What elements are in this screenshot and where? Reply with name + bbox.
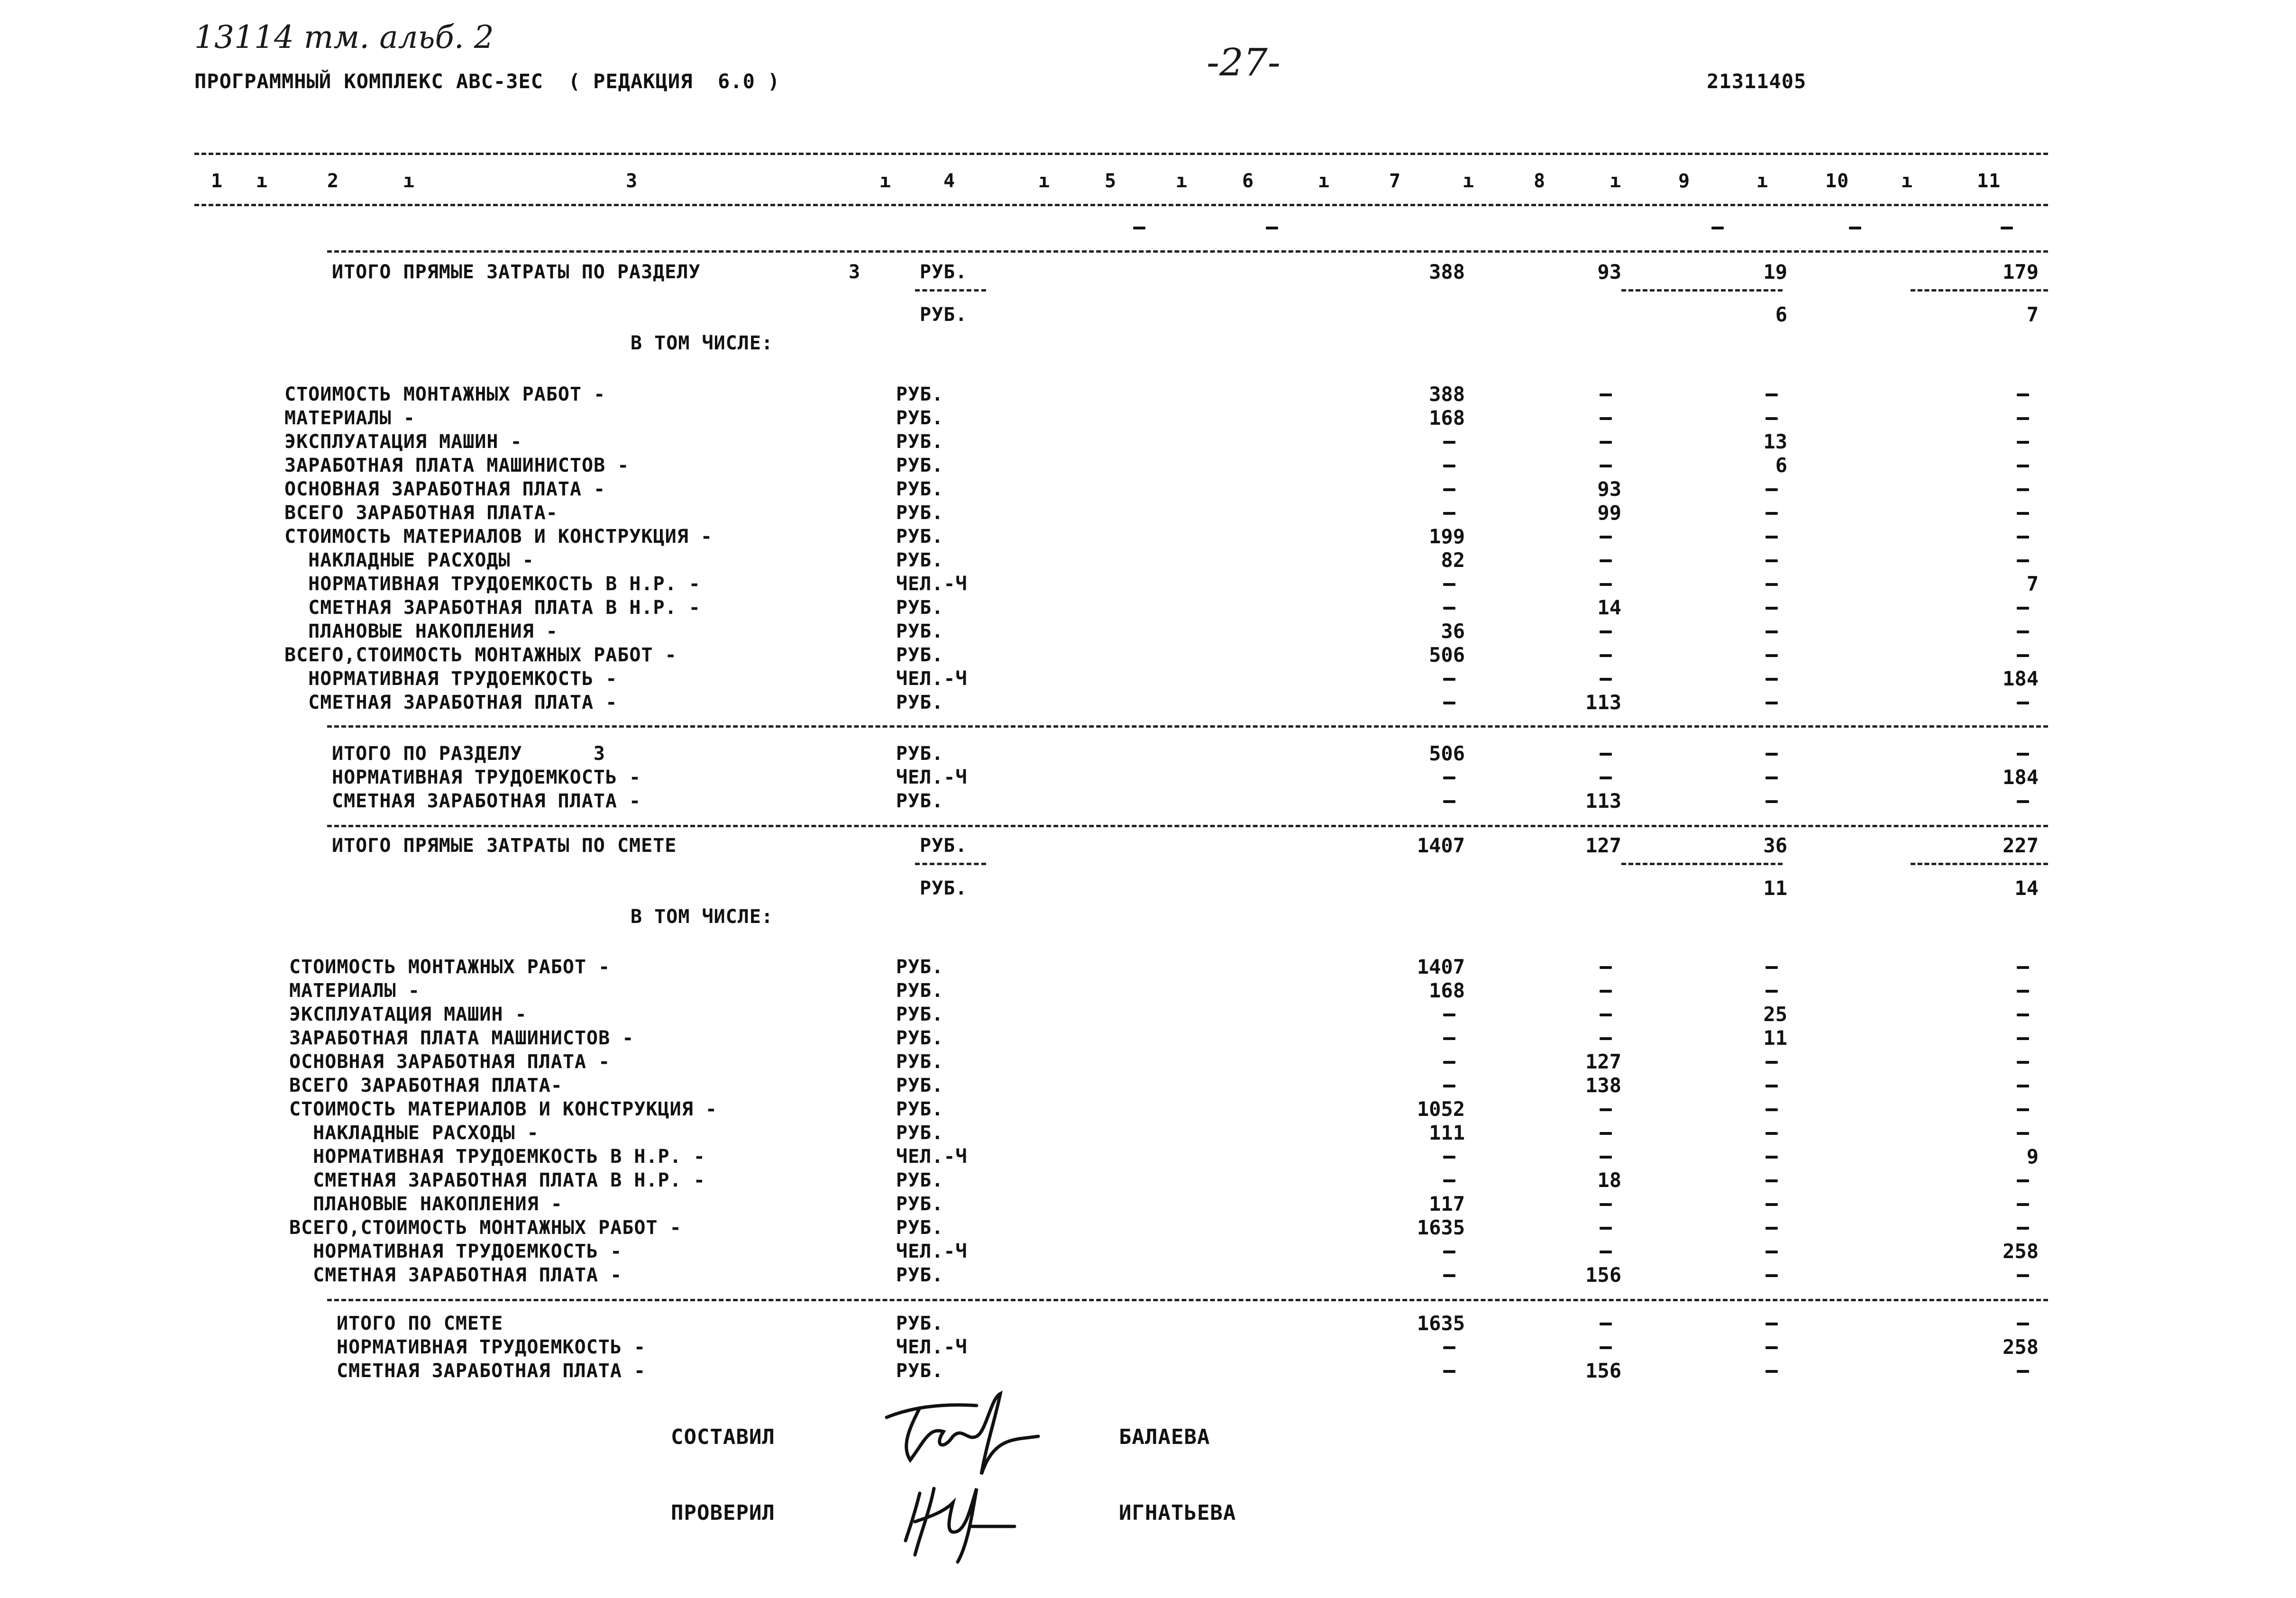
row-unit: РУБ.: [896, 597, 944, 619]
column-header: 10: [1825, 170, 1849, 192]
empty-value-dash: [1765, 1251, 1778, 1253]
empty-value-dash: [2017, 559, 2029, 562]
row-label: ЗАРАБОТНАЯ ПЛАТА МАШИНИСТОВ -: [289, 1027, 634, 1049]
signature-compiled: [882, 1389, 1048, 1479]
value-c7: 168: [1429, 979, 1465, 1002]
empty-value-dash: [1600, 417, 1612, 420]
empty-value-dash: [1600, 1251, 1612, 1253]
empty-value-dash: [1600, 393, 1612, 396]
empty-value-dash: [1600, 1156, 1612, 1159]
empty-value-dash: [1443, 1037, 1455, 1040]
value-c8: 156: [1585, 1263, 1621, 1287]
value-c7: 1635: [1417, 1216, 1465, 1239]
row-label: НОРМАТИВНАЯ ТРУДОЕМКОСТЬ -: [337, 1336, 646, 1358]
empty-value-dash: [1600, 465, 1612, 467]
empty-value-dash: [1600, 1037, 1612, 1040]
empty-value-dash: [1600, 583, 1612, 586]
empty-value-dash: [1765, 1132, 1778, 1135]
empty-value-dash: [2017, 465, 2029, 467]
column-separator: ı: [1901, 170, 1913, 192]
empty-value-dash: [2017, 441, 2029, 444]
row-label: НАКЛАДНЫЕ РАСХОДЫ -: [289, 1122, 539, 1144]
row-unit: РУБ.: [896, 431, 944, 453]
value-c11: 9: [2026, 1145, 2039, 1168]
empty-value-dash: [1443, 1085, 1455, 1087]
value-c8: 138: [1585, 1074, 1621, 1097]
row-unit: ЧЕЛ.-Ч: [896, 1241, 968, 1262]
row-label: ЗАРАБОТНАЯ ПЛАТА МАШИНИСТОВ -: [284, 455, 630, 476]
empty-value-dash: [1765, 393, 1778, 396]
empty-value-dash: [1600, 1132, 1612, 1135]
total-c8: 93: [1597, 260, 1621, 283]
empty-value-dash: [1443, 1156, 1455, 1159]
row-unit: РУБ.: [896, 956, 944, 978]
empty-value-dash: [1765, 1370, 1778, 1373]
value-c8: 113: [1585, 691, 1621, 714]
row-unit: РУБ.: [896, 1027, 944, 1049]
value-c7: 388: [1429, 383, 1465, 406]
row-label: СМЕТНАЯ ЗАРАБОТНАЯ ПЛАТА В Н.Р. -: [284, 597, 701, 619]
row-unit: РУБ.: [896, 644, 944, 666]
row-unit: РУБ.: [896, 1264, 944, 1286]
header-dash-mark: [2001, 227, 2013, 229]
empty-value-dash: [1600, 990, 1612, 993]
row-label: ИТОГО ПО РАЗДЕЛУ 3: [332, 743, 605, 765]
empty-value-dash: [1765, 488, 1778, 491]
row-label: НАКЛАДНЫЕ РАСХОДЫ -: [284, 549, 534, 571]
empty-value-dash: [1765, 1227, 1778, 1230]
column-header: 4: [943, 170, 956, 192]
row-unit: РУБ.: [896, 407, 944, 429]
subtotal-c11: 7: [2026, 303, 2039, 326]
column-separator: ı: [1463, 170, 1475, 192]
column-separator: ı: [1318, 170, 1330, 192]
column-header: 8: [1534, 170, 1546, 192]
empty-value-dash: [1600, 1108, 1612, 1111]
empty-value-dash: [1443, 1251, 1455, 1253]
column-header: 7: [1389, 170, 1401, 192]
empty-value-dash: [2017, 1370, 2029, 1373]
empty-value-dash: [2017, 536, 2029, 539]
empty-value-dash: [1765, 1108, 1778, 1111]
column-separator: ı: [256, 170, 268, 192]
row-label: ВСЕГО ЗАРАБОТНАЯ ПЛАТА-: [289, 1075, 563, 1096]
row-label: НОРМАТИВНАЯ ТРУДОЕМКОСТЬ В Н.Р. -: [289, 1146, 705, 1168]
empty-value-dash: [2017, 1274, 2029, 1277]
direct-costs-unit: РУБ.: [920, 835, 968, 857]
value-c9: 25: [1763, 1003, 1787, 1026]
value-c11: 184: [2003, 766, 2039, 789]
column-separator: ı: [879, 170, 892, 192]
empty-value-dash: [1765, 417, 1778, 420]
empty-value-dash: [1765, 966, 1778, 969]
value-c11: 258: [2003, 1335, 2039, 1359]
row-label: МАТЕРИАЛЫ -: [289, 980, 420, 1002]
handwritten-reference: 13114 тм. альб. 2: [194, 19, 494, 55]
row-label: ВСЕГО,СТОИМОСТЬ МОНТАЖНЫХ РАБОТ -: [289, 1217, 682, 1239]
row-unit: РУБ.: [896, 1360, 944, 1382]
compiled-by-label: СОСТАВИЛ: [671, 1425, 775, 1449]
empty-value-dash: [1443, 1274, 1455, 1277]
value-c8: 99: [1597, 501, 1621, 524]
row-label: ОСНОВНАЯ ЗАРАБОТНАЯ ПЛАТА -: [284, 478, 606, 500]
empty-value-dash: [1765, 1274, 1778, 1277]
section-rule: [327, 250, 2048, 253]
value-c9: 11: [1763, 1026, 1787, 1050]
header-dash-mark: [1711, 227, 1724, 229]
empty-value-dash: [1765, 583, 1778, 586]
value-c11: 184: [2003, 667, 2039, 690]
column-separator: ı: [1756, 170, 1769, 192]
row-unit: РУБ.: [896, 980, 944, 1002]
row-label: ЭКСПЛУАТАЦИЯ МАШИН -: [284, 431, 522, 453]
value-c7: 506: [1429, 643, 1465, 667]
row-unit: РУБ.: [896, 1075, 944, 1096]
row-unit: ЧЕЛ.-Ч: [896, 1336, 968, 1358]
column-header: 3: [626, 170, 638, 192]
empty-value-dash: [2017, 512, 2029, 515]
empty-value-dash: [2017, 417, 2029, 420]
value-c8: 156: [1585, 1359, 1621, 1382]
empty-value-dash: [1443, 1346, 1455, 1349]
header-rule-bottom: [194, 204, 2048, 206]
column-separator: ı: [1176, 170, 1188, 192]
section-summary-rule: [327, 725, 2048, 728]
empty-value-dash: [2017, 1085, 2029, 1087]
row-unit: РУБ.: [896, 384, 944, 405]
row-unit: РУБ.: [896, 549, 944, 571]
empty-value-dash: [2017, 1037, 2029, 1040]
empty-value-dash: [1600, 1346, 1612, 1349]
empty-value-dash: [2017, 990, 2029, 993]
empty-value-dash: [1600, 1227, 1612, 1230]
empty-value-dash: [1443, 678, 1455, 681]
estimate-summary-rule: [327, 1299, 2048, 1301]
empty-value-dash: [1600, 441, 1612, 444]
subtotal-rule-c11: [1911, 863, 2048, 865]
value-c8: 127: [1585, 1050, 1621, 1073]
row-unit: РУБ.: [896, 1122, 944, 1144]
empty-value-dash: [2017, 966, 2029, 969]
value-c7: 506: [1429, 742, 1465, 765]
empty-value-dash: [1765, 1346, 1778, 1349]
empty-value-dash: [1443, 583, 1455, 586]
empty-value-dash: [1600, 536, 1612, 539]
empty-value-dash: [2017, 1132, 2029, 1135]
empty-value-dash: [1600, 1014, 1612, 1016]
row-label: ЭКСПЛУАТАЦИЯ МАШИН -: [289, 1004, 527, 1025]
row-unit: РУБ.: [896, 1193, 944, 1215]
value-c8: 93: [1597, 477, 1621, 501]
row-label: СТОИМОСТЬ МОНТАЖНЫХ РАБОТ -: [289, 956, 611, 978]
total-c8: 127: [1585, 834, 1621, 857]
section-number: 3: [849, 261, 861, 283]
empty-value-dash: [1765, 559, 1778, 562]
empty-value-dash: [1600, 654, 1612, 657]
row-unit: РУБ.: [896, 1004, 944, 1025]
empty-value-dash: [1765, 1203, 1778, 1206]
empty-value-dash: [1443, 776, 1455, 779]
value-c7: 82: [1441, 548, 1465, 572]
row-unit: ЧЕЛ.-Ч: [896, 767, 968, 788]
direct-costs-unit: РУБ.: [920, 261, 968, 283]
row-label: СМЕТНАЯ ЗАРАБОТНАЯ ПЛАТА -: [332, 790, 641, 812]
empty-value-dash: [1765, 800, 1778, 803]
empty-value-dash: [1443, 488, 1455, 491]
compiled-by-name: БАЛАЕВА: [1119, 1425, 1210, 1449]
empty-value-dash: [1443, 441, 1455, 444]
empty-value-dash: [2017, 702, 2029, 704]
row-label: ПЛАНОВЫЕ НАКОПЛЕНИЯ -: [289, 1193, 563, 1215]
empty-value-dash: [1443, 512, 1455, 515]
program-line: ПРОГРАММНЫЙ КОМПЛЕКС АВС-3ЕС ( РЕДАКЦИЯ 6.0 ): [194, 70, 780, 93]
empty-value-dash: [1443, 1014, 1455, 1016]
empty-value-dash: [1765, 630, 1778, 633]
row-label: СТОИМОСТЬ МАТЕРИАЛОВ И КОНСТРУКЦИЯ -: [284, 526, 713, 548]
subtotal-c9: 6: [1775, 303, 1787, 326]
row-unit: РУБ.: [896, 621, 944, 642]
page-number: -27-: [1207, 40, 1281, 84]
empty-value-dash: [1765, 1156, 1778, 1159]
empty-value-dash: [2017, 1061, 2029, 1064]
row-unit: РУБ.: [896, 692, 944, 713]
empty-value-dash: [2017, 753, 2029, 756]
row-unit: РУБ.: [896, 1169, 944, 1191]
row-unit: РУБ.: [896, 526, 944, 548]
value-c8: 14: [1597, 596, 1621, 619]
row-unit: ЧЕЛ.-Ч: [896, 573, 968, 595]
empty-value-dash: [1765, 1179, 1778, 1182]
row-label: СМЕТНАЯ ЗАРАБОТНАЯ ПЛАТА В Н.Р. -: [289, 1169, 705, 1191]
row-label: СМЕТНАЯ ЗАРАБОТНАЯ ПЛАТА -: [284, 692, 618, 713]
header-dash-mark: [1849, 227, 1861, 229]
direct-costs-unit: РУБ.: [920, 877, 968, 899]
column-header: 6: [1242, 170, 1254, 192]
column-header: 5: [1105, 170, 1117, 192]
empty-value-dash: [2017, 630, 2029, 633]
row-unit: РУБ.: [896, 455, 944, 476]
empty-value-dash: [2017, 1014, 2029, 1016]
column-header: 1: [211, 170, 223, 192]
empty-value-dash: [1765, 990, 1778, 993]
empty-value-dash: [2017, 654, 2029, 657]
value-c7: 111: [1429, 1121, 1465, 1144]
empty-value-dash: [2017, 607, 2029, 610]
row-unit: ЧЕЛ.-Ч: [896, 668, 968, 690]
column-separator: ı: [403, 170, 415, 192]
row-label: ВСЕГО,СТОИМОСТЬ МОНТАЖНЫХ РАБОТ -: [284, 644, 677, 666]
empty-value-dash: [1600, 1323, 1612, 1325]
value-c7: 199: [1429, 525, 1465, 548]
checked-by-label: ПРОВЕРИЛ: [671, 1501, 775, 1525]
row-label: НОРМАТИВНАЯ ТРУДОЕМКОСТЬ -: [289, 1241, 622, 1262]
empty-value-dash: [1443, 800, 1455, 803]
direct-costs-label: ИТОГО ПРЯМЫЕ ЗАТРАТЫ ПО РАЗДЕЛУ: [332, 261, 701, 283]
estimate-rule: [327, 825, 2048, 827]
direct-costs-label: ИТОГО ПРЯМЫЕ ЗАТРАТЫ ПО СМЕТЕ: [332, 835, 677, 857]
row-label: ПЛАНОВЫЕ НАКОПЛЕНИЯ -: [284, 621, 558, 642]
header-dash-mark: [1266, 227, 1278, 229]
row-unit: РУБ.: [896, 478, 944, 500]
row-label: ОСНОВНАЯ ЗАРАБОТНАЯ ПЛАТА -: [289, 1051, 611, 1073]
empty-value-dash: [1765, 776, 1778, 779]
empty-value-dash: [1600, 559, 1612, 562]
row-unit: РУБ.: [896, 743, 944, 765]
empty-value-dash: [1600, 678, 1612, 681]
row-unit: РУБ.: [896, 502, 944, 524]
unit-underline: [915, 863, 986, 865]
total-c7: 1407: [1417, 834, 1465, 857]
empty-value-dash: [1600, 753, 1612, 756]
column-separator: ı: [1610, 170, 1622, 192]
empty-value-dash: [1443, 1370, 1455, 1373]
empty-value-dash: [2017, 800, 2029, 803]
empty-value-dash: [2017, 1227, 2029, 1230]
signature-checked: [901, 1474, 1024, 1564]
column-header: 2: [327, 170, 339, 192]
value-c7: 36: [1441, 620, 1465, 643]
subtotal-rule-c11: [1911, 289, 2048, 292]
empty-value-dash: [1765, 753, 1778, 756]
empty-value-dash: [1600, 1203, 1612, 1206]
empty-value-dash: [1765, 536, 1778, 539]
row-label: НОРМАТИВНАЯ ТРУДОЕМКОСТЬ В Н.Р. -: [284, 573, 701, 595]
row-label: СТОИМОСТЬ МАТЕРИАЛОВ И КОНСТРУКЦИЯ -: [289, 1098, 717, 1120]
row-unit: РУБ.: [896, 1098, 944, 1120]
subtotal-rule-c9: [1621, 289, 1783, 292]
total-c7: 388: [1429, 260, 1465, 283]
row-unit: РУБ.: [896, 1217, 944, 1239]
empty-value-dash: [1443, 607, 1455, 610]
unit-underline: [915, 289, 986, 292]
value-c7: 168: [1429, 406, 1465, 429]
row-unit: РУБ.: [896, 1051, 944, 1073]
subtotal-rule-c9: [1621, 863, 1783, 865]
header-rule-top: [194, 153, 2048, 155]
empty-value-dash: [1600, 776, 1612, 779]
empty-value-dash: [2017, 488, 2029, 491]
empty-value-dash: [1765, 1085, 1778, 1087]
value-c11: 7: [2026, 572, 2039, 595]
total-c9: 36: [1763, 834, 1787, 857]
value-c7: 1052: [1417, 1097, 1465, 1121]
row-label: СМЕТНАЯ ЗАРАБОТНАЯ ПЛАТА -: [337, 1360, 646, 1382]
row-unit: ЧЕЛ.-Ч: [896, 1146, 968, 1168]
empty-value-dash: [1600, 630, 1612, 633]
empty-value-dash: [2017, 1179, 2029, 1182]
empty-value-dash: [1443, 1179, 1455, 1182]
including-label: В ТОМ ЧИСЛЕ:: [631, 332, 773, 354]
row-label: ВСЕГО ЗАРАБОТНАЯ ПЛАТА-: [284, 502, 558, 524]
document-code: 21311405: [1707, 70, 1807, 93]
row-label: СТОИМОСТЬ МОНТАЖНЫХ РАБОТ -: [284, 384, 606, 405]
empty-value-dash: [1765, 654, 1778, 657]
row-label: ИТОГО ПО СМЕТЕ: [337, 1313, 503, 1334]
empty-value-dash: [1765, 1323, 1778, 1325]
checked-by-name: ИГНАТЬЕВА: [1119, 1501, 1236, 1525]
value-c9: 6: [1775, 454, 1787, 477]
empty-value-dash: [1443, 702, 1455, 704]
empty-value-dash: [2017, 1323, 2029, 1325]
total-c9: 19: [1763, 260, 1787, 283]
total-c11: 179: [2003, 260, 2039, 283]
header-dash-mark: [1133, 227, 1145, 229]
row-label: СМЕТНАЯ ЗАРАБОТНАЯ ПЛАТА -: [289, 1264, 622, 1286]
total-c11: 227: [2003, 834, 2039, 857]
row-unit: РУБ.: [896, 790, 944, 812]
value-c8: 113: [1585, 789, 1621, 813]
row-label: НОРМАТИВНАЯ ТРУДОЕМКОСТЬ -: [332, 767, 641, 788]
column-separator: ı: [1038, 170, 1051, 192]
empty-value-dash: [1443, 1061, 1455, 1064]
value-c7: 117: [1429, 1192, 1465, 1215]
row-unit: РУБ.: [896, 1313, 944, 1334]
empty-value-dash: [1765, 512, 1778, 515]
subtotal-c11: 14: [2014, 877, 2039, 900]
value-c11: 258: [2003, 1240, 2039, 1263]
empty-value-dash: [1765, 607, 1778, 610]
direct-costs-unit: РУБ.: [920, 304, 968, 326]
empty-value-dash: [2017, 393, 2029, 396]
empty-value-dash: [1443, 465, 1455, 467]
including-label: В ТОМ ЧИСЛЕ:: [631, 906, 773, 928]
row-label: НОРМАТИВНАЯ ТРУДОЕМКОСТЬ -: [284, 668, 618, 690]
subtotal-c9: 11: [1763, 877, 1787, 900]
value-c7: 1407: [1417, 955, 1465, 978]
empty-value-dash: [1600, 966, 1612, 969]
value-c7: 1635: [1417, 1312, 1465, 1335]
row-label: МАТЕРИАЛЫ -: [284, 407, 415, 429]
column-header: 11: [1977, 170, 2001, 192]
empty-value-dash: [1765, 1061, 1778, 1064]
value-c8: 18: [1597, 1169, 1621, 1192]
empty-value-dash: [2017, 1108, 2029, 1111]
value-c9: 13: [1763, 430, 1787, 453]
empty-value-dash: [1765, 702, 1778, 704]
empty-value-dash: [2017, 1203, 2029, 1206]
column-header: 9: [1678, 170, 1691, 192]
empty-value-dash: [1765, 678, 1778, 681]
